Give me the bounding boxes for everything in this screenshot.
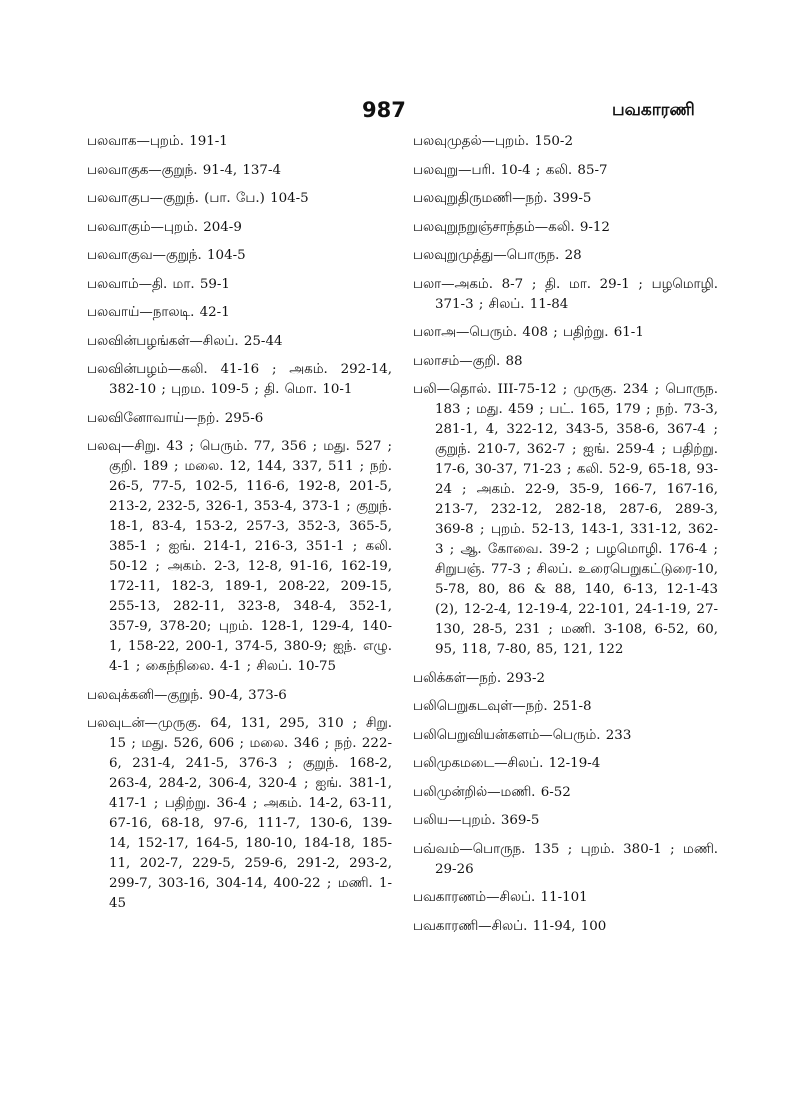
index-entry: பலவாகுப—குறுந். (பா. பே.) 104-5 — [87, 191, 309, 206]
index-entry: பலவாகுக—குறுந். 91-4, 137-4 — [87, 162, 281, 178]
index-entry: பலவாக—புறம். 191-1 — [87, 134, 228, 149]
index-entry: பலவாய்—நாலடி. 42-1 — [87, 305, 230, 320]
index-entry: பலி—தொல். III-75-12 ; முருகு. 234 ; பொருந. 183 ; மது. 459 ; பட். 165, 179 ; நற். 73-3, 281-1, 4, 322-12, 343-5, 358-6, 367-4 ; குறுந். 210-7, 362-7 ; ஐங். 259-4 ; பதிற்று. 17-6, 30-37, 71-23 ; கலி. 52-9, 65-18, 93-24 ; அகம். 22-9, 35-9, 166-7, 167-16, 213-7, 232-12, 282-18, 287-6, 289-3, 369-8 ; புறம். 52-13, 143-1, 331-12, 362-3 ; ஆ. கோவை. 39-2 ; பழமொழி. 176-4 ; சிறுபஞ். 77-3 ; சிலப். உரைபெறுகட்டுரை-10, 5-78, 80, 86 & 88, 140, 6-13, 12-1-43 (2), 12-2-4, 12-19-4, 22-101, 24-1-19, 27-130, 28-5, 231 ; மணி. 3-108, 6-52, 60, 95, 118, 7-80, 85, 121, 122 — [413, 382, 718, 657]
right-column — [413, 132, 718, 945]
index-entry: பவ்வம்—பொருந. 135 ; புறம். 380-1 ; மணி. 29-26 — [413, 841, 718, 877]
index-entry: பலிமுன்றில்—மணி. 6-52 — [413, 784, 571, 800]
index-entry: பலிபெறுவியன்களம்—பெரும். 233 — [413, 727, 632, 743]
index-entry: பலாசம்—குறி. 88 — [413, 353, 523, 369]
index-entry: பலிக்கள்—நற். 293-2 — [413, 670, 546, 686]
left-column — [87, 132, 392, 923]
index-entry: பலாஅ—பெரும். 408 ; பதிற்று. 61-1 — [413, 325, 644, 340]
index-entry: பலவாகும்—புறம். 204-9 — [87, 219, 242, 235]
index-entry: பலிபெறுகடவுள்—நற். 251-8 — [413, 699, 592, 714]
index-entry: பலிய—புறம். 369-5 — [413, 813, 540, 828]
index-entry: பலவுடன்—முருகு. 64, 131, 295, 310 ; சிறு. 15 ; மது. 526, 606 ; மலை. 346 ; நற். 222-6, 231-4, 241-5, 376-3 ; குறுந். 168-2, 263-4, 284-2, 306-4, 320-4 ; ஐங். 381-1, 417-1 ; பதிற்று. 36-4 ; அகம். 14-2, 63-11, 67-16, 68-18, 97-6, 111-7, 130-6, 139-14, 152-17, 164-5, 180-10, 184-18, 185-11, 202-7, 229-5, 259-6, 291-2, 293-2, 299-7, 303-16, 304-14, 400-22 ; மணி. 1-45 — [87, 716, 392, 911]
index-entry: பலவின்பழம்—கலி. 41-16 ; அகம். 292-14, 382-10 ; புறம. 109-5 ; தி. மொ. 10-1 — [87, 362, 392, 397]
index-entry: பலவுமுதல்—புறம். 150-2 — [413, 134, 573, 149]
index-entry: பலவுக்கனி—குறுந். 90-4, 373-6 — [87, 687, 287, 703]
index-entry: பலிமுகமடை—சிலப். 12-19-4 — [413, 756, 601, 771]
running-head: பவகாரணி — [612, 100, 695, 120]
index-entry: பலா—அகம். 8-7 ; தி. மா. 29-1 ; பழமொழி. 371-3 ; சிலப். 11-84 — [413, 276, 718, 312]
index-entry: பவகாரணி—சிலப். 11-94, 100 — [413, 918, 607, 934]
index-entry: பலவினோவாய்—நற். 295-6 — [87, 410, 264, 426]
index-entry: பலவாம்—தி. மா. 59-1 — [87, 276, 230, 292]
index-entry: பலவாகுவ—குறுந். 104-5 — [87, 248, 246, 263]
index-entry: பலவுறுநறுஞ்சாந்தம்—கலி. 9-12 — [413, 219, 610, 235]
index-entry: பலவுறுதிருமணி—நற். 399-5 — [413, 191, 592, 206]
index-entry: பலவுறு—பரி. 10-4 ; கலி. 85-7 — [413, 162, 608, 178]
page-number: 987 — [362, 98, 406, 122]
index-entry: பவகாரணம்—சிலப். 11-101 — [413, 890, 588, 905]
page-header — [0, 98, 800, 128]
index-entry: பலவு—சிறு. 43 ; பெரும். 77, 356 ; மது. 527 ; குறி. 189 ; மலை. 12, 144, 337, 511 ; நற். 26-5, 77-5, 102-5, 116-6, 192-8, 201-5, 213-2, 232-5, 326-1, 353-4, 373-1 ; குறுந். 18-1, 83-4, 153-2, 257-3, 352-3, 365-5, 385-1 ; ஐங். 214-1, 216-3, 351-1 ; கலி. 50-12 ; அகம். 2-3, 12-8, 91-16, 162-19, 172-11, 182-3, 189-1, 208-22, 209-15, 255-13, 282-11, 323-8, 348-4, 352-1, 357-9, 378-20; புறம். 128-1, 129-4, 140-1, 158-22, 200-1, 374-5, 380-9; ஐந். எழு. 4-1 ; கைந்நிலை. 4-1 ; சிலப். 10-75 — [87, 439, 392, 674]
index-entry: பலவுறுமுத்து—பொருந. 28 — [413, 248, 582, 263]
index-entry: பலவின்பழங்கள்—சிலப். 25-44 — [87, 333, 283, 349]
